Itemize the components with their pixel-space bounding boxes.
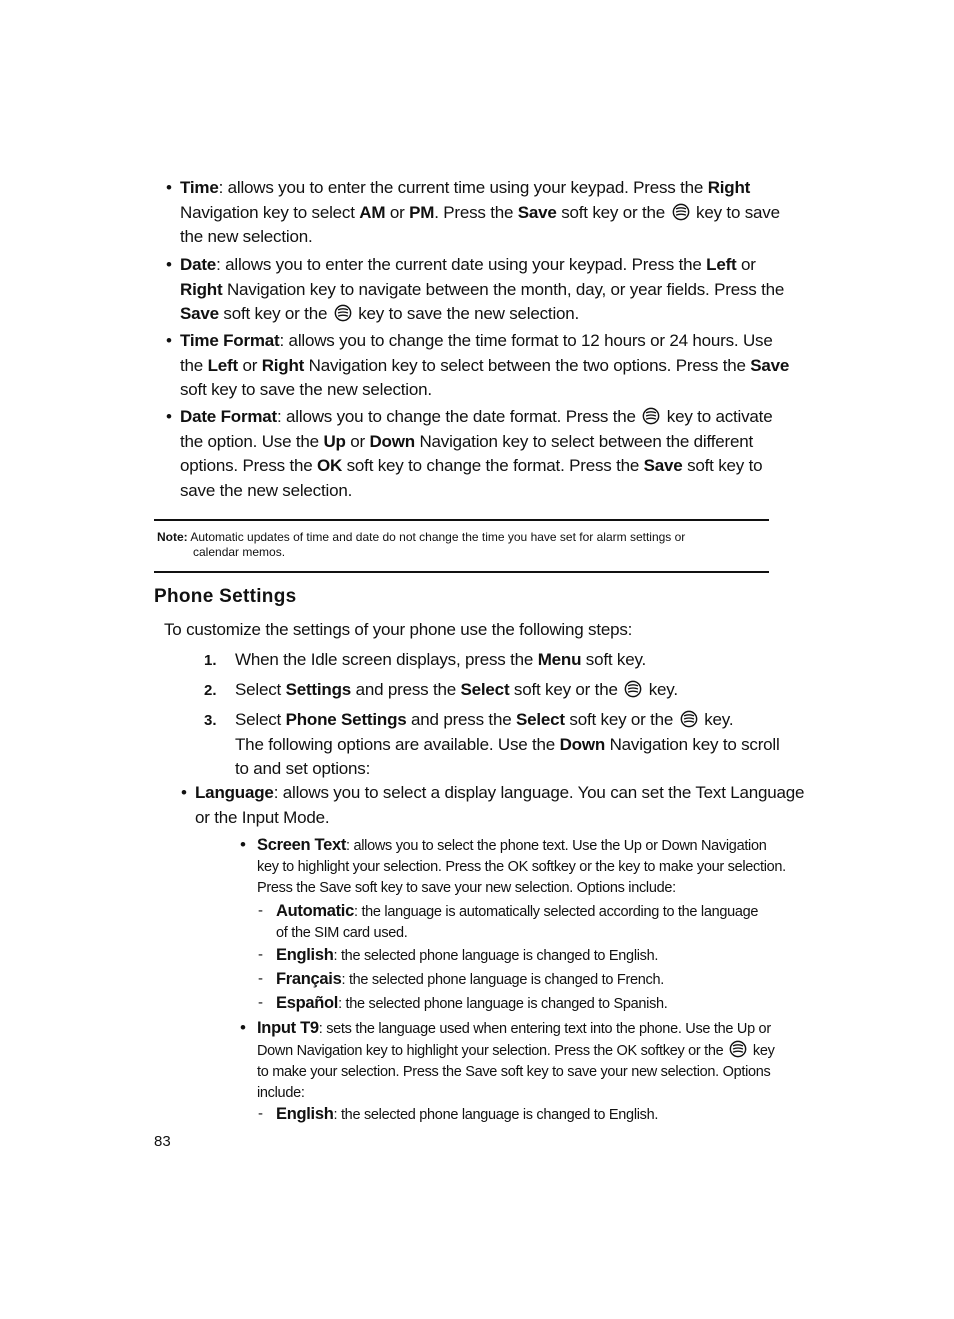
text-line: Time Format: allows you to change the time format to 12 hours or 24 hours. Use [180,331,773,350]
bold-term: Settings [285,680,352,699]
bullet-marker: • [240,835,246,854]
bullet-marker: • [166,331,172,350]
text-line: Down Navigation key to highlight your selection. Press the OK softkey or the key [257,1040,787,1062]
note-label: Note: [157,530,188,544]
ok-key-icon [642,407,660,425]
text-line: Press the Save soft key to save your new selection. Options include: [257,880,676,896]
step-number: 2. [204,682,217,699]
text-line: Navigation key to select AM or PM. Press the Save soft key or the key to save [180,202,780,222]
text-line: Input T9: sets the language used when entering text into the phone. Use the Up or [257,1019,771,1037]
dash-marker: - [258,902,263,919]
bold-term: Up [323,431,346,451]
text-line: Automatic: the language is automatically selected according to the language [276,902,759,920]
ok-key-icon [334,304,352,322]
dash-marker: - [258,994,263,1011]
text-line: of the SIM card used. [276,925,408,941]
note-line-2: calendar memos. [193,545,286,559]
bullet-time-format-text [180,329,790,403]
option-english [276,945,786,967]
bold-term: PM [409,202,435,222]
text-line: Select Settings and press the Select soft key or the key. [235,680,678,699]
item-term: English [276,946,334,964]
ok-key-icon [680,710,698,728]
step-3-text [235,708,795,782]
text-line: to make your selection. Press the Save soft key to save your new selection. Options [257,1064,771,1080]
bold-term: Save [643,456,683,475]
text-line: or the Input Mode. [195,807,330,827]
dash-marker: - [258,970,263,987]
screen-text-text [257,835,787,899]
text-line: Date: allows you to enter the current date using your keypad. Press the Left or [180,255,756,274]
item-term: Screen Text [257,836,347,854]
bold-term: Right [180,279,223,299]
bullet-language [181,781,187,806]
bullet-date-text [180,253,785,327]
text-line: the new selection. [180,227,313,246]
input-t9-text [257,1018,787,1104]
option-automatic [276,901,786,944]
text-line: The following options are available. Use the Down Navigation key to scroll [235,734,780,754]
bold-term: Save [750,355,790,375]
item-term: Language [195,783,274,802]
bold-term: Save [517,202,557,222]
item-term: Date Format [180,407,277,426]
step-number: 3. [204,712,217,729]
item-term: Time Format [180,331,280,350]
bold-term: Left [207,355,238,375]
item-term: Français [276,970,342,988]
bold-term: Select [515,710,565,729]
text-line: Time: allows you to enter the current time using your keypad. Press the Right [180,178,751,197]
text-line: Français: the selected phone language is changed to French. [276,970,664,988]
item-term: Español [276,994,339,1012]
note-box [157,530,757,560]
option-espanol [276,993,786,1015]
dash-marker: - [258,1105,263,1122]
bold-term: Menu [537,650,582,669]
note-top-rule [154,519,769,521]
note-line-1: Automatic updates of time and date do not change the time you have set for alarm settings or [190,530,686,544]
bold-term: Right [707,178,751,197]
text-line: key to highlight your selection. Press the OK softkey or the key to make your selection. [257,859,786,875]
text-line: to and set options: [235,759,371,778]
page-number: 83 [154,1133,171,1150]
ok-key-icon [729,1040,747,1058]
text-line: save the new selection. [180,480,353,500]
option-francais [276,969,786,991]
bullet-marker: • [166,255,172,274]
bullet-marker: • [240,1018,246,1037]
item-term: Time [180,178,219,197]
bold-term: Down [369,431,415,451]
bold-term: Save [180,304,219,323]
bold-term: Phone Settings [285,710,407,729]
note-bottom-rule [154,571,769,573]
bullet-time [166,176,172,201]
bold-term: Right [261,355,305,375]
dash-marker: - [258,946,263,963]
text-line: Date Format: allows you to change the date format. Press the key to activate [180,407,773,426]
bold-term: Down [559,734,606,754]
text-line: English: the selected phone language is changed to English. [276,946,659,964]
ok-key-icon [672,203,690,221]
bullet-marker: • [166,407,172,426]
intro-text: To customize the settings of your phone use the following steps: [164,620,633,639]
step-number: 1. [204,652,217,669]
text-line: Language: allows you to select a display language. You can set the Text Language [195,783,805,802]
item-term: English [276,1105,334,1123]
bullet-date-format [166,405,172,430]
bullet-time-text [180,176,780,250]
text-line: the option. Use the Up or Down Navigation key to select between the different [180,431,753,451]
bullet-marker: • [166,178,172,197]
bullet-date [166,253,172,278]
bold-term: OK [317,456,343,475]
bullet-date-format-text [180,405,780,503]
text-line: When the Idle screen displays, press the Menu soft key. [235,650,647,669]
text-line: Screen Text: allows you to select the phone text. Use the Up or Down Navigation [257,836,767,854]
text-line: soft key to save the new selection. [180,380,432,399]
bullet-input-t9 [240,1016,246,1041]
step-1-text [235,648,795,673]
bullet-time-format [166,329,172,354]
item-term: Date [180,255,217,274]
text-line: Save soft key or the key to save the new selection. [180,304,580,323]
bullet-marker: • [181,783,187,802]
text-line: the Left or Right Navigation key to select between the two options. Press the Save [180,355,790,375]
item-term: Automatic [276,902,354,920]
text-line: Right Navigation key to navigate between the month, day, or year fields. Press the [180,279,785,299]
section-title: Phone Settings [154,586,297,607]
text-line: options. Press the OK soft key to change the format. Press the Save soft key to [180,456,763,475]
text-line: English: the selected phone language is changed to English. [276,1105,659,1123]
bold-term: Left [706,255,737,274]
language-text [195,781,805,830]
text-line: Select Phone Settings and press the Select soft key or the key. [235,710,734,729]
ok-key-icon [624,680,642,698]
bold-term: Select [460,680,510,699]
bullet-screen-text [240,833,246,858]
option-english-t9 [276,1104,786,1126]
step-2-text [235,678,795,703]
text-line: include: [257,1085,305,1101]
text-line: Español: the selected phone language is changed to Spanish. [276,994,668,1012]
bold-term: AM [359,202,386,222]
item-term: Input T9 [257,1019,319,1037]
